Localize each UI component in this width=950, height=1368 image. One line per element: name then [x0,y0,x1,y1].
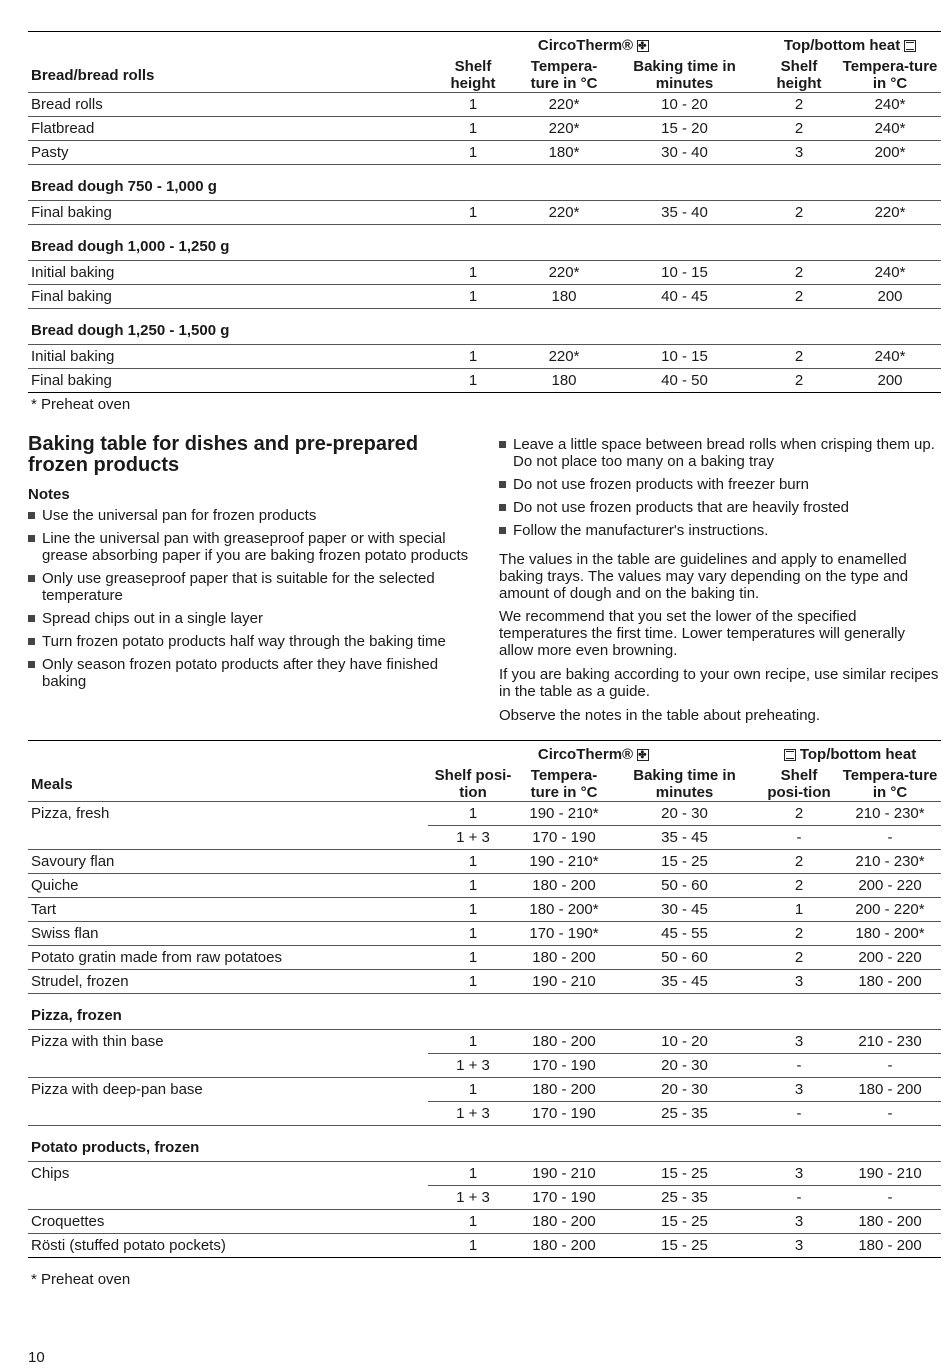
bullet-square-icon [28,615,35,622]
table-cell: 50 - 60 [610,946,759,970]
table-cell: 1 [428,970,518,994]
table-cell: 200* [839,141,941,165]
row-label: Pizza, fresh [28,802,428,826]
table-cell: 170 - 190 [518,1054,610,1078]
table-cell: 190 - 210 [839,1162,941,1186]
table-cell: 25 - 35 [610,1186,759,1210]
table-cell: 200 [839,369,941,393]
table-row [28,93,941,117]
section-title: Baking table for dishes and pre-prepared frozen products [28,433,419,476]
top-bottom-heat-heading: Top/bottom heat [759,741,941,768]
table-cell: 15 - 25 [610,850,759,874]
table-row [28,141,941,165]
table-cell: 2 [759,93,839,117]
bullet-square-icon [499,504,506,511]
table-cell: - [759,1102,839,1126]
circotherm-heading: CircoTherm®✤ [428,741,759,768]
table-row [28,1234,941,1258]
table-cell: 2 [759,117,839,141]
table-cell: 10 - 15 [610,345,759,369]
table-cell: 170 - 190 [518,1186,610,1210]
table-cell: 2 [759,201,839,225]
table-cell: 180 - 200 [518,1078,610,1102]
table-cell: 220* [518,345,610,369]
table-cell: 1 + 3 [428,826,518,850]
table-cell: 15 - 20 [610,117,759,141]
top-bottom-heat-heading: Top/bottom heat [759,32,941,59]
table-cell: 40 - 45 [610,285,759,309]
note-item [499,476,939,493]
note-item [499,522,939,539]
table-cell: 40 - 50 [610,369,759,393]
table-body [28,802,941,1258]
table-cell: 170 - 190 [518,1102,610,1126]
table-row [28,1102,941,1126]
note-text: Do not use frozen products that are heavily frosted [513,499,850,516]
table-cell: 240* [839,117,941,141]
table-cell: 180 - 200 [518,1210,610,1234]
table-header-row [28,767,941,802]
column-header: Baking time in minutes [633,58,736,92]
row-label [28,826,428,850]
paragraph: We recommend that you set the lower of the specified temperatures the first time. Lower temperatures will generally allow more even browning. [499,608,905,659]
table-cell: 2 [759,850,839,874]
table-cell: 1 [428,117,518,141]
table-cell: 50 - 60 [610,874,759,898]
table-cell: 1 [428,898,518,922]
table-cell: 190 - 210 [518,970,610,994]
bullet-square-icon [28,661,35,668]
row-label: Chips [28,1162,428,1186]
table-cell: - [839,1054,941,1078]
bullet-square-icon [499,481,506,488]
table-cell: 25 - 35 [610,1102,759,1126]
note-text: Do not use frozen products with freezer burn [513,476,809,493]
row-label: Savoury flan [28,850,428,874]
column-header: Meals [31,775,73,793]
note-item [28,633,473,650]
table-cell: 3 [759,1030,839,1054]
column-header: Shelf posi-tion [767,767,831,801]
footnote: * Preheat oven [31,396,131,413]
table-row [28,1162,941,1186]
table-row [28,1030,941,1054]
table-row [28,898,941,922]
note-text: Use the universal pan for frozen products [42,507,317,524]
table-cell: 190 - 210* [518,850,610,874]
table-cell: 1 [428,850,518,874]
column-header: Tempera-ture in °C [842,58,938,92]
column-header: Tempera-ture in °C [530,767,598,801]
table-cell: 220* [839,201,941,225]
table-cell: 170 - 190* [518,922,610,946]
table-row [28,261,941,285]
column-header: Shelf posi-tion [434,767,512,801]
row-label: Strudel, frozen [28,970,428,994]
table-cell: 190 - 210* [518,802,610,826]
table-cell: 3 [759,1234,839,1258]
table-cell: 180 - 200 [839,970,941,994]
page-number: 10 [28,1349,45,1366]
table-cell: 200 - 220* [839,898,941,922]
row-label: Final baking [28,285,428,309]
bread-baking-table [28,31,941,393]
column-header: Baking time in minutes [633,767,736,801]
table-cell: - [839,1102,941,1126]
table-cell: 2 [759,874,839,898]
table-row [28,1210,941,1234]
table-cell: 210 - 230* [839,850,941,874]
note-item [28,530,473,564]
note-text: Follow the manufacturer's instructions. [513,522,769,539]
section-row [28,994,941,1030]
bullet-square-icon [28,638,35,645]
table-cell: 2 [759,285,839,309]
note-item [28,610,473,627]
table-cell: 1 [428,946,518,970]
section-row [28,1126,941,1162]
top-bottom-heat-icon [784,749,796,761]
table-cell: 30 - 40 [610,141,759,165]
table-cell: 180 - 200 [839,1210,941,1234]
table-row [28,1054,941,1078]
row-label: Initial baking [28,261,428,285]
table-cell: 180 - 200 [518,1030,610,1054]
table-cell: - [839,1186,941,1210]
column-header: Shelf height [450,58,496,92]
table-row [28,970,941,994]
notes-list-left [28,507,473,696]
table-cell: 1 [428,345,518,369]
note-item [499,499,939,516]
table-cell: 180 - 200 [518,1234,610,1258]
column-header: Shelf height [776,58,822,92]
table-cell: 2 [759,922,839,946]
table-cell: 2 [759,946,839,970]
table-cell: 20 - 30 [610,802,759,826]
table-row [28,826,941,850]
table-row [28,874,941,898]
table-cell: 220* [518,261,610,285]
bullet-square-icon [499,441,506,448]
table-row [28,345,941,369]
circotherm-fan-icon [637,40,649,52]
table-cell: 15 - 25 [610,1162,759,1186]
table-cell: 1 [428,1210,518,1234]
notes-heading: Notes [28,486,70,503]
table-cell: 2 [759,369,839,393]
table-cell: 1 [428,93,518,117]
row-label: Quiche [28,874,428,898]
table-cell: 240* [839,93,941,117]
table-cell: - [759,1186,839,1210]
table-cell: 1 + 3 [428,1186,518,1210]
table-row [28,850,941,874]
row-label: Pizza with deep-pan base [28,1078,428,1102]
table-cell: 1 [428,1030,518,1054]
table-cell: 240* [839,261,941,285]
notes-list-right [499,436,939,545]
table-cell: 3 [759,1162,839,1186]
table-header-row [28,58,941,93]
table-cell: 180 [518,285,610,309]
table-cell: 180 - 200 [839,1078,941,1102]
table-cell: 1 [428,922,518,946]
table-cell: 1 [428,261,518,285]
table-cell: 45 - 55 [610,922,759,946]
table-row [28,201,941,225]
table-row [28,1186,941,1210]
table-cell: 1 [428,1234,518,1258]
table-cell: 1 [428,1078,518,1102]
meals-baking-table [28,740,941,1258]
table-row [28,285,941,309]
paragraph: If you are baking according to your own recipe, use similar recipes in the table as a guide. [499,666,939,700]
table-cell: - [759,1054,839,1078]
table-cell: 200 - 220 [839,874,941,898]
note-text: Only use greaseproof paper that is suitable for the selected temperature [42,570,435,604]
table-cell: 10 - 20 [610,93,759,117]
table-cell: 3 [759,1078,839,1102]
table-cell: 2 [759,802,839,826]
table-cell: 220* [518,93,610,117]
footnote: * Preheat oven [31,1271,131,1288]
note-item [28,656,473,690]
circotherm-heading: CircoTherm®✤ [428,32,759,59]
column-header: Tempera-ture in °C [530,58,598,92]
row-label: Rösti (stuffed potato pockets) [28,1234,428,1258]
table-cell: 1 [428,802,518,826]
table-cell: 3 [759,970,839,994]
table-cell: 35 - 40 [610,201,759,225]
table-cell: 3 [759,141,839,165]
table-cell: 170 - 190 [518,826,610,850]
section-label: Bread dough 750 - 1,000 g [28,165,941,201]
note-text: Only season frozen potato products after they have finished baking [42,656,439,690]
table-cell: 180 - 200 [518,874,610,898]
table-cell: 2 [759,261,839,285]
table-cell: 1 [428,141,518,165]
table-cell: 15 - 25 [610,1210,759,1234]
table-cell: 35 - 45 [610,970,759,994]
row-label: Potato gratin made from raw potatoes [28,946,428,970]
table-cell: 1 [428,1162,518,1186]
note-item [499,436,939,470]
column-header: Tempera-ture in °C [842,767,938,801]
table-row [28,922,941,946]
row-label: Swiss flan [28,922,428,946]
row-label: Final baking [28,201,428,225]
section-label: Pizza, frozen [28,994,941,1030]
note-text: Turn frozen potato products half way through the baking time [42,633,446,650]
table-cell: 2 [759,345,839,369]
section-label: Bread dough 1,000 - 1,250 g [28,225,941,261]
bullet-square-icon [28,512,35,519]
row-label: Initial baking [28,345,428,369]
section-label: Bread dough 1,250 - 1,500 g [28,309,941,345]
top-bottom-heat-icon [904,40,916,52]
table-cell: 220* [518,117,610,141]
table-cell: 30 - 45 [610,898,759,922]
paragraph: The values in the table are guidelines and apply to enamelled baking trays. The values may vary depending on the type and amount of dough and on the baking tin. [499,551,909,602]
column-header: Bread/bread rolls [31,66,155,84]
table-cell: 180 - 200* [839,922,941,946]
circotherm-fan-icon [637,749,649,761]
section-label: Potato products, frozen [28,1126,941,1162]
table-cell: 210 - 230* [839,802,941,826]
table-cell: 20 - 30 [610,1078,759,1102]
table-cell: 1 [428,874,518,898]
paragraph: Observe the notes in the table about preheating. [499,707,821,724]
row-label: Final baking [28,369,428,393]
table-cell: 3 [759,1210,839,1234]
table-cell: 1 [759,898,839,922]
section-row [28,225,941,261]
table-cell: 180* [518,141,610,165]
bullet-square-icon [499,527,506,534]
table-body [28,93,941,393]
table-cell: 20 - 30 [610,1054,759,1078]
table-cell: 1 + 3 [428,1054,518,1078]
note-text: Leave a little space between bread rolls when crisping them up. Do not place too many on a baking tray [513,436,935,470]
row-label [28,1186,428,1210]
row-label: Pizza with thin base [28,1030,428,1054]
table-cell: - [839,826,941,850]
table-cell: 190 - 210 [518,1162,610,1186]
row-label [28,1102,428,1126]
table-cell: 35 - 45 [610,826,759,850]
table-cell: 1 [428,285,518,309]
section-row [28,309,941,345]
table-cell: 200 - 220 [839,946,941,970]
table-row [28,802,941,826]
table-row [28,117,941,141]
section-row [28,165,941,201]
table-cell: 180 - 200 [839,1234,941,1258]
note-text: Line the universal pan with greaseproof paper or with special grease absorbing paper if you are baking frozen potato products [42,530,469,564]
table-cell: 180 - 200 [518,946,610,970]
table-cell: 10 - 20 [610,1030,759,1054]
table-cell: 1 [428,369,518,393]
row-label: Pasty [28,141,428,165]
table-row [28,369,941,393]
row-label: Bread rolls [28,93,428,117]
row-label: Croquettes [28,1210,428,1234]
table-row [28,1078,941,1102]
table-cell: 180 [518,369,610,393]
table-cell: 220* [518,201,610,225]
note-text: Spread chips out in a single layer [42,610,263,627]
note-item [28,507,473,524]
table-cell: 200 [839,285,941,309]
table-cell: 1 + 3 [428,1102,518,1126]
row-label [28,1054,428,1078]
table-cell: 1 [428,201,518,225]
row-label: Tart [28,898,428,922]
row-label: Flatbread [28,117,428,141]
table-cell: 240* [839,345,941,369]
table-row [28,946,941,970]
table-cell: 10 - 15 [610,261,759,285]
table-cell: 15 - 25 [610,1234,759,1258]
table-cell: 210 - 230 [839,1030,941,1054]
bullet-square-icon [28,575,35,582]
note-item [28,570,473,604]
table-cell: - [759,826,839,850]
bullet-square-icon [28,535,35,542]
table-cell: 180 - 200* [518,898,610,922]
